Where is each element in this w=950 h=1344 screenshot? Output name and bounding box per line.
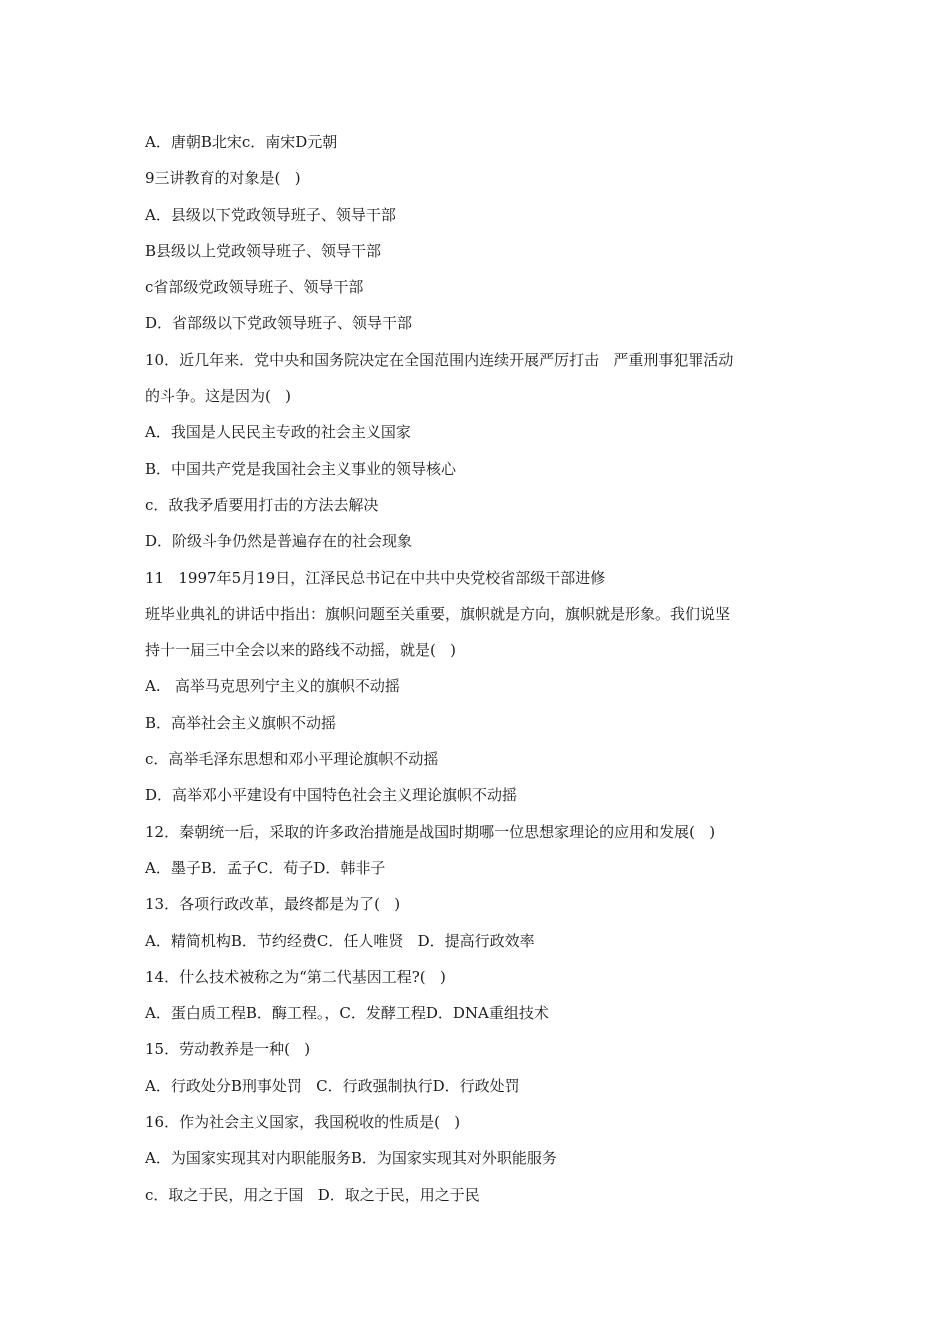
option-line: A．我国是人民民主专政的社会主义国家 <box>145 423 411 442</box>
option-line: B．高举社会主义旗帜不动摇 <box>145 713 337 732</box>
option-line: A．县级以下党政领导班子、领导干部 <box>145 205 396 224</box>
option-line: A．蛋白质工程B．酶工程。，C．发酵工程D．DNA重组技术 <box>145 1004 549 1023</box>
document-page <box>145 128 815 1217</box>
option-line: D．高举邓小平建设有中国特色社会主义理论旗帜不动摇 <box>145 786 518 805</box>
option-line: c．高举毛泽东思想和邓小平理论旗帜不动摇 <box>145 750 439 769</box>
option-line: A．墨子B．孟子C．荀子D．韩非子 <box>145 858 386 877</box>
option-line: c省部级党政领导班子、领导干部 <box>145 278 364 297</box>
option-line: A．精简机构B．节约经费C．任人唯贤 D．提高行政效率 <box>145 931 535 950</box>
question-line: 12．秦朝统一后，采取的许多政治措施是战国时期哪一位思想家理论的应用和发展( ) <box>145 822 716 841</box>
question-line: 13．各项行政改革，最终都是为了( ) <box>145 895 401 914</box>
question-line: 班毕业典礼的讲话中指出：旗帜问题至关重要，旗帜就是方向，旗帜就是形象。我们说坚 <box>145 604 731 623</box>
question-line: 15．劳动教养是一种( ) <box>145 1040 311 1059</box>
option-line: B县级以上党政领导班子、领导干部 <box>145 241 382 260</box>
option-line: B．中国共产党是我国社会主义事业的领导核心 <box>145 459 457 478</box>
option-line: c．敌我矛盾要用打击的方法去解决 <box>145 495 379 514</box>
option-line: A．行政处分B刑事处罚 C．行政强制执行D．行政处罚 <box>145 1076 520 1095</box>
option-line: D．省部级以下党政领导班子、领导干部 <box>145 314 413 333</box>
text-line: A．唐朝B北宋c．南宋D元朝 <box>145 133 338 151</box>
question-line: 11 1997年5月19日，江泽民总书记在中共中央党校省部级干部进修 <box>145 568 606 587</box>
question-line: 持十一届三中全会以来的路线不动摇，就是( ) <box>145 641 457 660</box>
question-line: 16．作为社会主义国家，我国税收的性质是( ) <box>145 1113 461 1132</box>
question-line: 14．什么技术被称之为“第二代基因工程?( ) <box>145 967 446 986</box>
option-line: D．阶级斗争仍然是普遍存在的社会现象 <box>145 532 413 551</box>
question-line: 10．近几年来．党中央和国务院决定在全国范围内连续开展严厉打击 严重刑事犯罪活动 <box>145 350 734 369</box>
question-line: 9三讲教育的对象是( ) <box>145 169 301 188</box>
question-line: 的斗争。这是因为( ) <box>145 387 292 406</box>
option-line: c．取之于民，用之于国 D．取之于民，用之于民 <box>145 1185 480 1204</box>
option-line: A．为国家实现其对内职能服务B．为国家实现其对外职能服务 <box>145 1149 557 1168</box>
option-line: A. 高举马克思列宁主义的旗帜不动摇 <box>145 677 400 696</box>
